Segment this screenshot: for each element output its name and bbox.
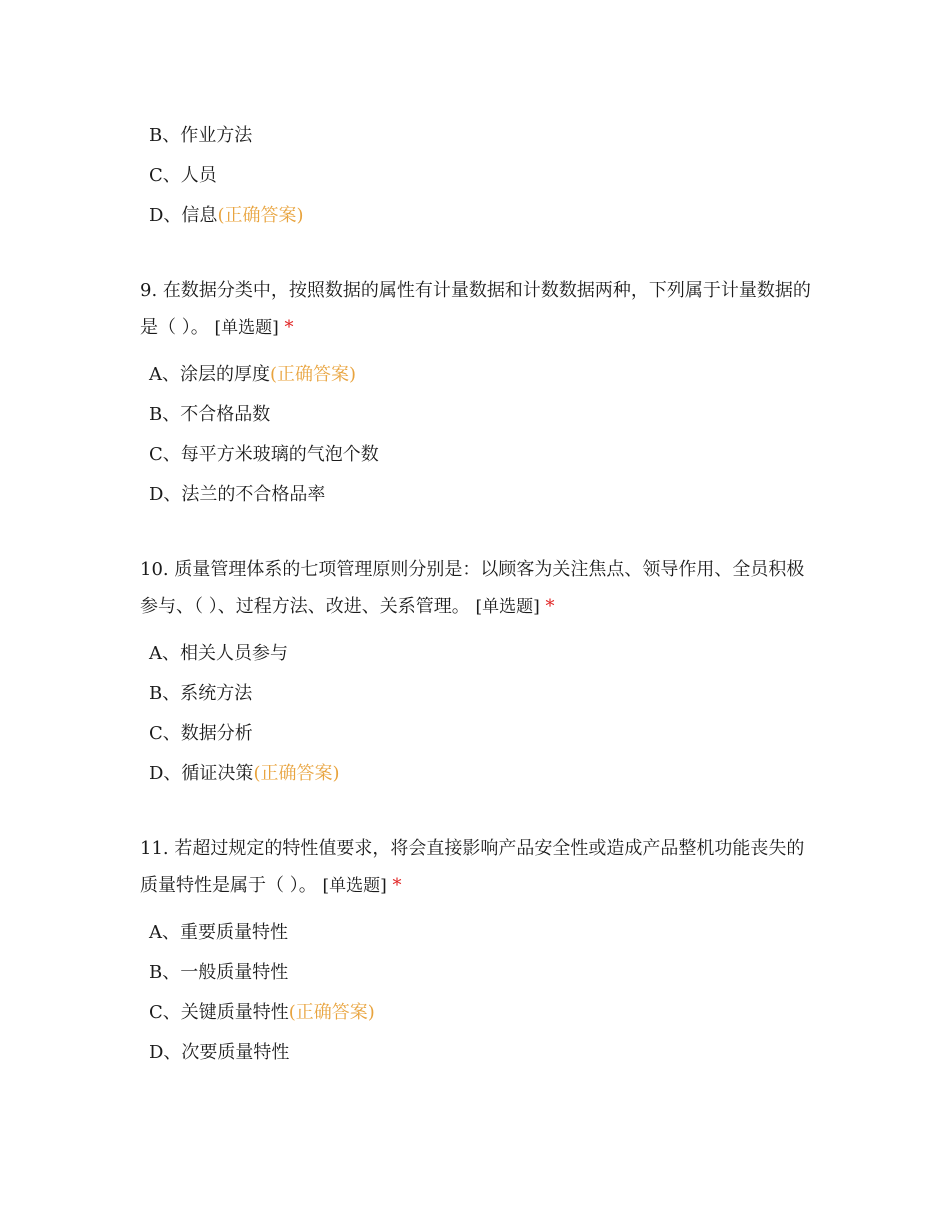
option-item bbox=[140, 156, 820, 196]
option-item bbox=[140, 953, 820, 993]
required-mark: * bbox=[545, 596, 555, 617]
quiz-page bbox=[140, 116, 820, 1073]
question-text: 10. 质量管理体系的七项管理原则分别是：以顾客为关注焦点、领导作用、全员积极参与、（ ）、过程方法、改进、关系管理。 bbox=[140, 559, 805, 617]
correct-answer-tag: (正确答案) bbox=[217, 205, 304, 226]
question-text: 11. 若超过规定的特性值要求，将会直接影响产品安全性或造成产品整机功能丧失的质量特性是属于（ ）。 bbox=[140, 838, 805, 896]
option-item bbox=[140, 475, 820, 515]
option-item bbox=[140, 674, 820, 714]
option-item bbox=[140, 754, 820, 794]
question-type-label: [单选题] bbox=[322, 876, 387, 896]
option-item bbox=[140, 116, 820, 156]
option-item bbox=[140, 913, 820, 953]
question-type-label: [单选题] bbox=[475, 597, 540, 617]
option-text: B、不合格品数 bbox=[149, 404, 271, 425]
option-text: A、相关人员参与 bbox=[149, 643, 288, 664]
question-title bbox=[140, 551, 812, 626]
option-text: D、次要质量特性 bbox=[149, 1042, 290, 1063]
option-text: D、循证决策 bbox=[149, 763, 254, 784]
required-mark: * bbox=[392, 875, 402, 896]
question-block-10 bbox=[140, 551, 820, 794]
option-text: D、法兰的不合格品率 bbox=[149, 484, 326, 505]
option-item bbox=[140, 355, 820, 395]
question-type-label: [单选题] bbox=[214, 318, 279, 338]
option-text: C、关键质量特性 bbox=[149, 1002, 289, 1023]
option-text: D、信息 bbox=[149, 205, 218, 226]
question-block-9 bbox=[140, 272, 820, 515]
question-title bbox=[140, 830, 812, 905]
option-text: B、系统方法 bbox=[149, 683, 253, 704]
correct-answer-tag: (正确答案) bbox=[270, 364, 357, 385]
option-text: B、一般质量特性 bbox=[149, 962, 289, 983]
option-text: C、数据分析 bbox=[149, 723, 253, 744]
correct-answer-tag: (正确答案) bbox=[253, 763, 340, 784]
option-text: B、作业方法 bbox=[149, 125, 253, 146]
option-item bbox=[140, 196, 820, 236]
correct-answer-tag: (正确答案) bbox=[288, 1002, 375, 1023]
required-mark: * bbox=[284, 317, 294, 338]
option-item bbox=[140, 993, 820, 1033]
leading-options bbox=[140, 116, 820, 236]
option-item bbox=[140, 1033, 820, 1073]
option-text: C、人员 bbox=[149, 165, 217, 186]
option-text: A、涂层的厚度 bbox=[149, 364, 270, 385]
question-text: 9. 在数据分类中，按照数据的属性有计量数据和计数数据两种，下列属于计量数据的是（ ）。 bbox=[140, 280, 811, 338]
option-text: C、每平方米玻璃的气泡个数 bbox=[149, 444, 379, 465]
option-item bbox=[140, 714, 820, 754]
option-text: A、重要质量特性 bbox=[149, 922, 288, 943]
question-block-11 bbox=[140, 830, 820, 1073]
option-item bbox=[140, 634, 820, 674]
option-item bbox=[140, 435, 820, 475]
option-item bbox=[140, 395, 820, 435]
question-title bbox=[140, 272, 812, 347]
